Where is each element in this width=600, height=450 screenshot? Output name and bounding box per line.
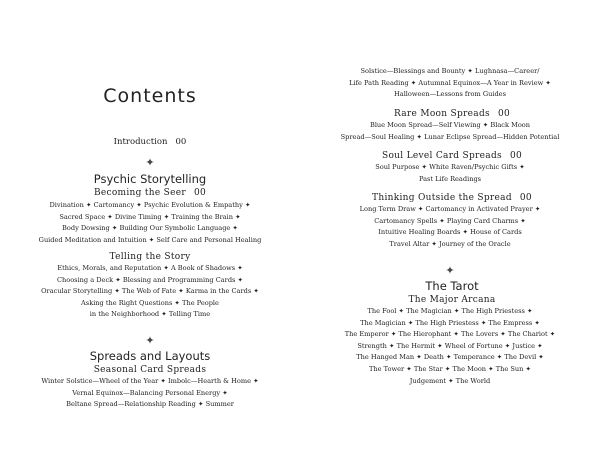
seer-label: Becoming the Seer bbox=[93, 188, 186, 198]
ornament-star-icon: ✦ bbox=[445, 264, 455, 277]
major-arcana-label: The Major Arcana bbox=[408, 295, 496, 305]
story-label: Telling the Story bbox=[109, 252, 191, 262]
thinking-topics bbox=[310, 204, 590, 250]
topic-line: The Magician ✦ The High Priestess ✦ The Empress ✦ bbox=[360, 318, 540, 327]
soul-level-topics bbox=[310, 162, 590, 185]
part-title-the-tarot[interactable]: The Tarot bbox=[425, 279, 479, 293]
major-arcana-topics bbox=[310, 306, 590, 387]
topic-line: Sacred Space ✦ Divine Timing ✦ Training the Brain ✦ bbox=[59, 212, 241, 221]
topic-line: Judgement ✦ The World bbox=[409, 376, 491, 385]
topic-line: Travel Altar ✦ Journey of the Oracle bbox=[389, 239, 511, 248]
toc-entry-soul-level-card-spreads[interactable] bbox=[332, 151, 572, 161]
contents-title: Contents bbox=[103, 85, 197, 107]
seasonal-topics bbox=[10, 376, 290, 411]
ornament-star-icon: ✦ bbox=[145, 334, 155, 347]
thinking-label: Thinking Outside the Spread bbox=[372, 193, 512, 203]
topic-line: The Hanged Man ✦ Death ✦ Temperance ✦ The Devil ✦ bbox=[356, 353, 544, 362]
topic-line: Winter Solstice—Wheel of the Year ✦ Imbolc—Hearth & Home ✦ bbox=[41, 377, 259, 385]
toc-entry-seasonal-card-spreads[interactable] bbox=[30, 365, 270, 375]
topic-line: Soul Purpose ✦ White Raven/Psychic Gifts ✦ bbox=[375, 163, 525, 171]
topic-line: Asking the Right Questions ✦ The People bbox=[81, 298, 219, 307]
ornament-star-icon: ✦ bbox=[145, 156, 155, 169]
topic-line: Vernal Equinox—Balancing Personal Energy ✦ bbox=[72, 388, 228, 397]
toc-entry-introduction[interactable] bbox=[30, 137, 270, 147]
introduction-label: Introduction bbox=[113, 137, 168, 147]
part-title-spreads-and-layouts[interactable]: Spreads and Layouts bbox=[89, 349, 211, 363]
seasonal-label: Seasonal Card Spreads bbox=[93, 365, 207, 375]
soul-level-page: 00 bbox=[509, 151, 522, 161]
topic-line: Past Life Readings bbox=[418, 174, 482, 183]
seer-topics bbox=[10, 200, 290, 246]
seasonal-topics-continued bbox=[310, 66, 590, 101]
topic-line: Strength ✦ The Hermit ✦ Wheel of Fortune ✦ Justice ✦ bbox=[357, 341, 543, 350]
topic-line: The Tower ✦ The Star ✦ The Moon ✦ The Sun ✦ bbox=[368, 364, 532, 373]
introduction-page: 00 bbox=[175, 137, 187, 147]
topic-line: Choosing a Deck ✦ Blessing and Programming Cards ✦ bbox=[56, 275, 244, 284]
topic-line: Intuitive Healing Boards ✦ House of Cards bbox=[378, 228, 522, 237]
toc-entry-telling-the-story[interactable] bbox=[30, 252, 270, 262]
soul-level-label: Soul Level Card Spreads bbox=[381, 151, 502, 161]
topic-line: Blue Moon Spread—Self Viewing ✦ Black Moon bbox=[369, 121, 531, 129]
topic-line: Life Path Reading ✦ Autumnal Equinox—A Year in Review ✦ bbox=[349, 78, 551, 87]
part-title-psychic-storytelling[interactable]: Psychic Storytelling bbox=[93, 172, 207, 186]
toc-entry-rare-moon-spreads[interactable] bbox=[332, 109, 572, 119]
rare-moon-topics bbox=[310, 120, 590, 143]
thinking-page: 00 bbox=[519, 193, 532, 203]
toc-entry-the-major-arcana[interactable] bbox=[332, 295, 572, 305]
topic-line: Beltane Spread—Relationship Reading ✦ Summer bbox=[66, 400, 234, 409]
topic-line: Body Dowsing ✦ Building Our Symbolic Language ✦ bbox=[62, 224, 238, 233]
seer-page: 00 bbox=[194, 188, 207, 198]
story-topics bbox=[10, 263, 290, 321]
topic-line: Ethics, Morals, and Reputation ✦ A Book of Shadows ✦ bbox=[57, 264, 243, 272]
topic-line: Guided Meditation and Intuition ✦ Self Care and Personal Healing bbox=[38, 235, 262, 244]
rare-moon-label: Rare Moon Spreads bbox=[393, 109, 490, 119]
topic-line: Long Term Draw ✦ Cartomancy in Activated Prayer ✦ bbox=[359, 205, 541, 213]
topic-line: Solstice—Blessings and Bounty ✦ Lughnasa—Career/ bbox=[360, 67, 540, 75]
topic-line: Halloween—Lessons from Guides bbox=[394, 90, 506, 99]
toc-entry-thinking-outside-the-spread[interactable] bbox=[332, 193, 572, 203]
toc-entry-becoming-the-seer[interactable] bbox=[30, 188, 270, 198]
rare-moon-page: 00 bbox=[497, 109, 510, 119]
topic-line: The Emperor ✦ The Hierophant ✦ The Lovers ✦ The Chariot ✦ bbox=[344, 330, 556, 339]
topic-line: Cartomancy Spells ✦ Playing Card Charms ✦ bbox=[374, 216, 526, 225]
topic-line: Divination ✦ Cartomancy ✦ Psychic Evolution & Empathy ✦ bbox=[49, 201, 251, 209]
topic-line: The Fool ✦ The Magician ✦ The High Priestess ✦ bbox=[367, 307, 533, 315]
topic-line: in the Neighborhood ✦ Telling Time bbox=[89, 310, 211, 319]
topic-line: Oracular Storytelling ✦ The Web of Fate ✦ Karma in the Cards ✦ bbox=[41, 287, 259, 296]
topic-line: Spread—Soul Healing ✦ Lunar Eclipse Spread—Hidden Potential bbox=[340, 132, 560, 141]
